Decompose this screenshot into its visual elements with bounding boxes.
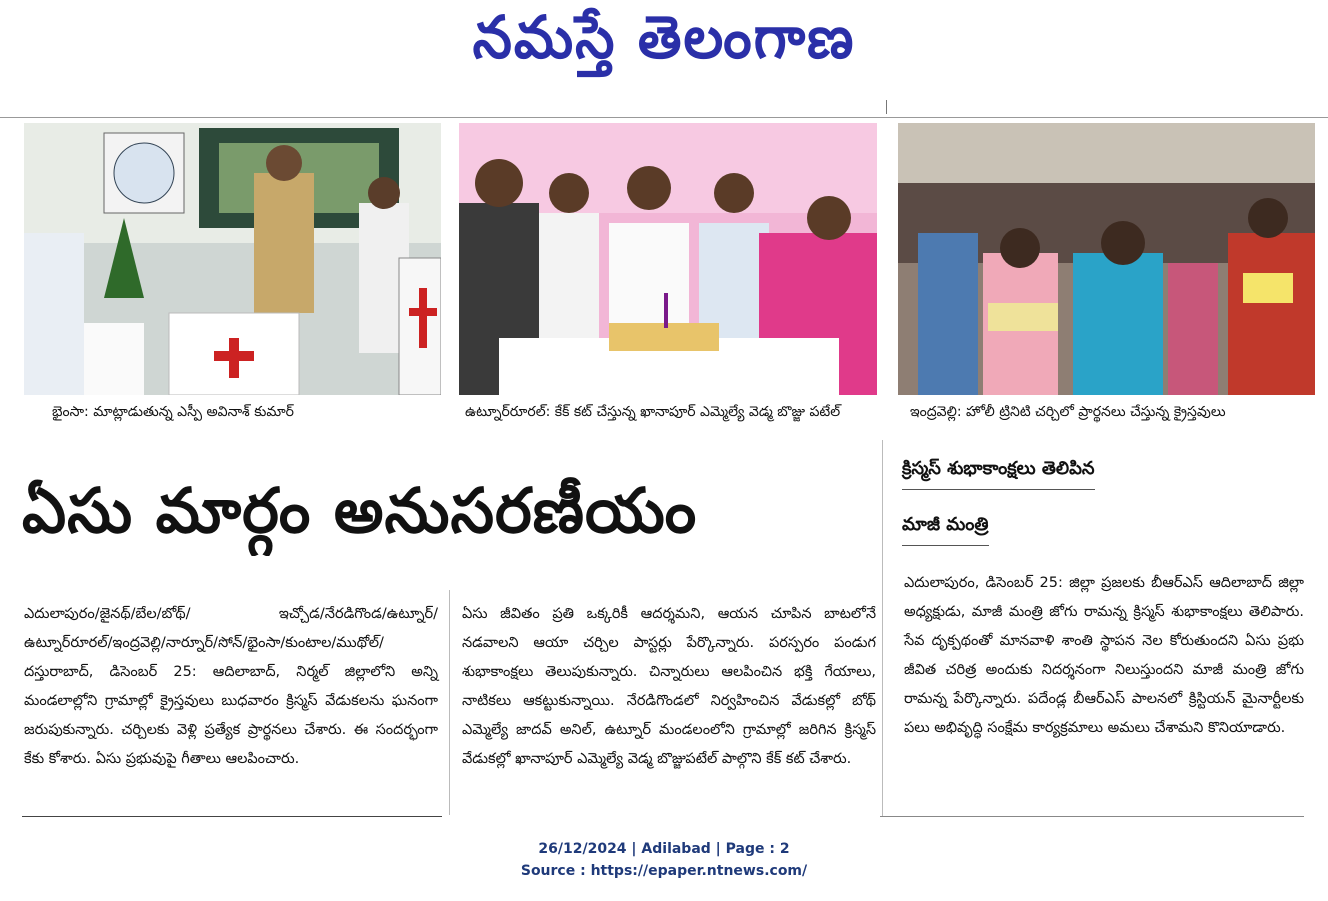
column-divider: [449, 590, 450, 815]
footer: [0, 838, 1328, 882]
photo-indravelli: [898, 123, 1315, 395]
article-column-2: ఏసు జీవితం ప్రతి ఒక్కరికీ ఆదర్శమని, ఆయన చూపిన బాటలోనే నడవాలని ఆయా చర్చిల పాస్టర్లు పేర్కొన్నారు. పరస్పరం పండుగ శుభాకాంక్షలు తెలుపుకున్నారు. చిన్నారులు ఆలపించిన భక్తి గేయాలు, నాటికలు ఆకట్టుకున్నాయి. నేరడిగొండలో నిర్వహించిన వేడుకల్లో బోథ్ ఎమ్మెల్యే జాదవ్ అనిల్, ఉట్నూర్ మండలంలోని గ్రామాల్లో జరిగిన క్రిస్మస్ వేడుకల్లో ఖానాపూర్ ఎమ్మెల్యే వెడ్మ బొజ్జుపటేల్ పాల్గొని కేక్ కట్ చేశారు.: [462, 606, 876, 767]
bottom-rule-left: [22, 816, 442, 817]
caption-utnoor-rural: ఉట్నూర్‌రూరల్: కేక్ కట్ చేస్తున్న ఖానాపూర్ ఎమ్మెల్యే వెడ్మ బొజ్జు పటేల్: [465, 404, 841, 420]
footer-date-line: 26/12/2024 | Adilabad | Page : 2: [538, 841, 790, 857]
top-rule: [0, 117, 1328, 118]
newspaper-title: నమస్తే తెలంగాణ: [472, 4, 856, 73]
article-column-1: ఎదులాపురం/జైనథ్/బేల/బోథ్/ ఇచ్చోడ/నేరడిగొండ/ఉట్నూర్/ఉట్నూర్‌రూరల్/ఇంద్రవెల్లి/నార్నూర్/సోన్/భైంసా/కుంటాల/ముథోల్/దస్తురాబాద్, డిసెంబర్ 25: ఆదిలాబాద్, నిర్మల్ జిల్లాలోని అన్ని మండలాల్లోని గ్రామాల్లో క్రైస్తవులు బుధవారం క్రిస్మస్ వేడుకలను ఘనంగా జరుపుకున్నారు. చర్చిలకు వెళ్లి ప్రత్యేక ప్రార్థనలు చేశారు. ఈ సందర్భంగా కేకు కోశారు. ఏసు ప్రభువుపై గీతాలు ఆలపించారు.: [24, 606, 438, 767]
sidebar-subtitle-2: మాజీ మంత్రి: [902, 514, 989, 546]
caption-indravelli: ఇంద్రవెల్లి: హోలీ ట్రినిటి చర్చిలో ప్రార్థనలు చేస్తున్న క్రైస్తవులు: [910, 404, 1226, 420]
sidebar-body: ఎదులాపురం, డిసెంబర్ 25: జిల్లా ప్రజలకు బీఆర్‌ఎస్ ఆదిలాబాద్ జిల్లా అధ్యక్షుడు, మాజీ మంత్రి జోగు రామన్న క్రిస్మస్ శుభాకాంక్షలు తెలిపారు. సేవ దృక్పథంతో మానవాళి శాంతి స్థాపన నెల కోరుతుందని ఏసు ప్రభు జీవిత చరిత్ర అందుకు నిదర్శనంగా నిలుస్తుందని మాజీ మంత్రి జోగు రామన్న పేర్కొన్నారు. పదేండ్ల బీఆర్‌ఎస్ పాలనలో క్రిస్టియన్ మైనార్టీలకు పలు అభివృద్ధి సంక్షేమ కార్యక్రమాలు అమలు చేశామని కొనియాడారు.: [904, 575, 1304, 736]
photo-bhainsa: [24, 123, 441, 395]
footer-source-line[interactable]: Source : https://epaper.ntnews.com/: [520, 863, 808, 879]
caption-bhainsa: భైంసా: మాట్లాడుతున్న ఎస్పీ అవినాశ్ కుమార్: [52, 404, 294, 420]
headline: ఏసు మార్గం అనుసరణీయం: [22, 474, 698, 547]
bottom-rule-right: [880, 816, 1304, 817]
masthead: [0, 0, 1328, 80]
fold-mark: [886, 100, 887, 114]
sidebar-subtitle-1: క్రిస్మస్ శుభాకాంక్షలు తెలిపిన: [902, 458, 1095, 490]
photo-utnoor-rural: [459, 123, 877, 395]
sidebar-divider: [882, 440, 883, 816]
